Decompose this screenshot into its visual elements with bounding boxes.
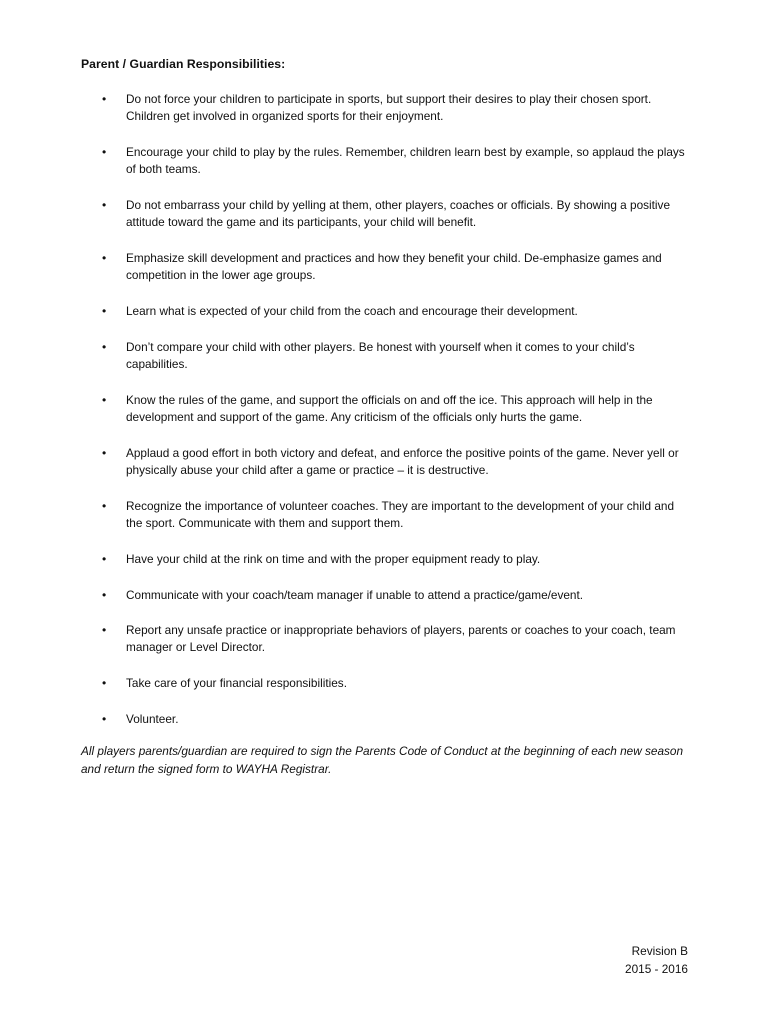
list-item: [0, 197, 770, 250]
bullet-icon: •: [102, 92, 107, 106]
season-label: 2015 - 2016: [625, 961, 688, 976]
bullet-icon: •: [102, 145, 107, 159]
list-item: [0, 711, 770, 729]
bullet-icon: •: [102, 340, 107, 354]
closing-note: All players parents/guardian are required to sign the Parents Code of Conduct at the beginning of each new season and return the signed form to WAYHA Registrar.: [81, 744, 684, 776]
bullet-icon: •: [102, 251, 107, 265]
list-item: [0, 250, 770, 303]
bullet-icon: •: [102, 499, 107, 513]
list-item-text: Learn what is expected of your child from the coach and encourage their development.: [126, 304, 578, 318]
list-item-text: Do not force your children to participate in sports, but support their desires to play their chosen sport. Children get involved in organized sports for their enjoyment.: [126, 92, 652, 123]
bullet-icon: •: [102, 198, 107, 212]
list-item: [0, 587, 770, 622]
list-item-text: Take care of your financial responsibilities.: [126, 676, 347, 690]
list-item: [0, 303, 770, 339]
list-item: [0, 551, 770, 587]
bullet-icon: •: [102, 446, 107, 460]
list-item: [0, 498, 770, 551]
list-item: [0, 91, 770, 144]
list-item: [0, 392, 770, 445]
bullet-icon: •: [102, 304, 107, 318]
list-item-text: Don’t compare your child with other players. Be honest with yourself when it comes to your child’s capabilities.: [126, 340, 635, 371]
bullet-icon: •: [102, 588, 107, 602]
list-item: [0, 339, 770, 392]
bullet-icon: •: [102, 623, 107, 637]
list-item-text: Emphasize skill development and practices and how they benefit your child. De-emphasize games and competition in the lower age groups.: [126, 251, 662, 282]
list-item-text: Applaud a good effort in both victory and defeat, and enforce the positive points of the game. Never yell or physically abuse your child after a game or practice – it is destructive.: [126, 446, 679, 477]
revision-label: Revision B: [631, 944, 688, 958]
bullet-icon: •: [102, 676, 107, 690]
bullet-icon: •: [102, 712, 107, 726]
list-item: [0, 622, 770, 675]
list-item-text: Have your child at the rink on time and with the proper equipment ready to play.: [126, 552, 541, 566]
list-item-text: Communicate with your coach/team manager if unable to attend a practice/game/event.: [126, 588, 584, 602]
revision-footer: [625, 943, 688, 978]
list-item-text: Do not embarrass your child by yelling at them, other players, coaches or officials. By showing a positive attitude toward the game and its participants, your child will benefit.: [126, 198, 671, 229]
list-item-text: Recognize the importance of volunteer coaches. They are important to the development of your child and the sport. Communicate with them and support them.: [126, 499, 675, 530]
list-item-text: Know the rules of the game, and support the officials on and off the ice. This approach will help in the development and support of the game. Any criticism of the officials only hurts the game.: [126, 393, 653, 424]
responsibilities-list: [0, 91, 770, 729]
bullet-icon: •: [102, 552, 107, 566]
bullet-icon: •: [102, 393, 107, 407]
list-item-text: Encourage your child to play by the rules. Remember, children learn best by example, so applaud the plays of both teams.: [126, 145, 685, 176]
section-heading: Parent / Guardian Responsibilities:: [81, 57, 286, 71]
list-item: [0, 144, 770, 197]
list-item-text: Report any unsafe practice or inappropriate behaviors of players, parents or coaches to your coach, team manager or Level Director.: [126, 623, 676, 654]
list-item: [0, 675, 770, 711]
list-item: [0, 445, 770, 498]
list-item-text: Volunteer.: [126, 712, 179, 726]
